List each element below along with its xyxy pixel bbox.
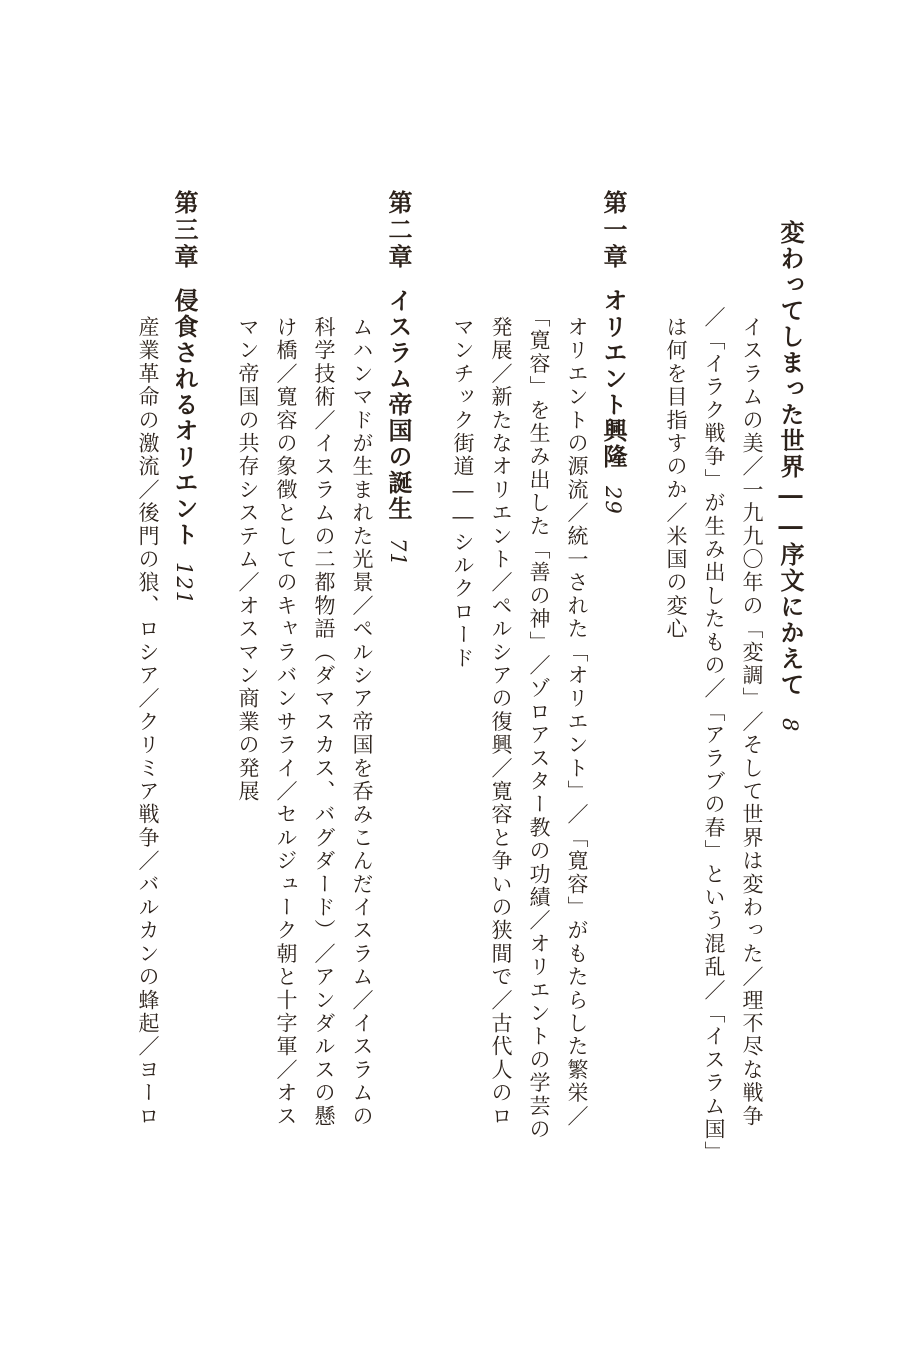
chapter3-line-1: 産業革命の激流／後門の狼、ロシア／クリミア戦争／バルカンの蜂起／ヨーロ (136, 316, 160, 1128)
preface-heading (776, 220, 805, 733)
chapter2-line-4: マン帝国の共存システム／オスマン商業の発展 (236, 316, 260, 804)
chapter3-title: 侵食されるオリエント (170, 288, 199, 548)
preface-title: 変わってしまった世界――序文にかえて (776, 220, 805, 698)
preface-line-2: ／「イラク戦争」が生み出したもの／「アラブの春」という混乱／「イスラム国」 (702, 306, 726, 1165)
preface-page-number: 8 (778, 718, 802, 733)
chapter3-label: 第三章 (170, 190, 199, 271)
chapter1-line-2: 「寛容」を生み出した「善の神」／ゾロアスター教の功績／オリエントの学芸の (527, 306, 551, 1142)
chapter1-page-number: 29 (601, 486, 625, 515)
chapter2-line-2: 科学技術／イスラムの二都物語（ダマスカス、バグダード）／アンダルスの懸 (312, 316, 336, 1128)
chapter1-line-1: オリエントの源流／統一された「オリエント」／「寛容」がもたらした繁栄／ (565, 316, 589, 1128)
chapter1-heading (599, 288, 628, 515)
table-of-contents (0, 190, 900, 1330)
chapter1-label: 第一章 (599, 190, 628, 271)
chapter2-heading (384, 288, 413, 567)
chapter2-line-3: け橋／寛容の象徴としてのキャラバンサライ／セルジューク朝と十字軍／オス (274, 316, 298, 1128)
chapter1-line-3: 発展／新たなオリエント／ペルシアの復興／寛容と争いの狭間で／古代人のロ (489, 316, 513, 1128)
chapter2-line-1: ムハンマドが生まれた光景／ペルシア帝国を呑みこんだイスラム／イスラムの (350, 316, 374, 1128)
chapter2-page-number: 71 (386, 538, 410, 567)
chapter2-title: イスラム帝国の誕生 (384, 288, 413, 522)
chapter3-heading (170, 288, 199, 606)
preface-line-3: は何を目指すのか／米国の変心 (664, 316, 688, 641)
preface-line-1: イスラムの美／一九九〇年の「変調」／そして世界は変わった／理不尽な戦争 (740, 316, 764, 1128)
chapter1-title: オリエント興隆 (599, 288, 628, 470)
chapter2-label: 第二章 (384, 190, 413, 271)
chapter3-page-number: 121 (172, 562, 196, 606)
chapter1-line-4: マンチック街道――シルクロード (451, 316, 475, 670)
